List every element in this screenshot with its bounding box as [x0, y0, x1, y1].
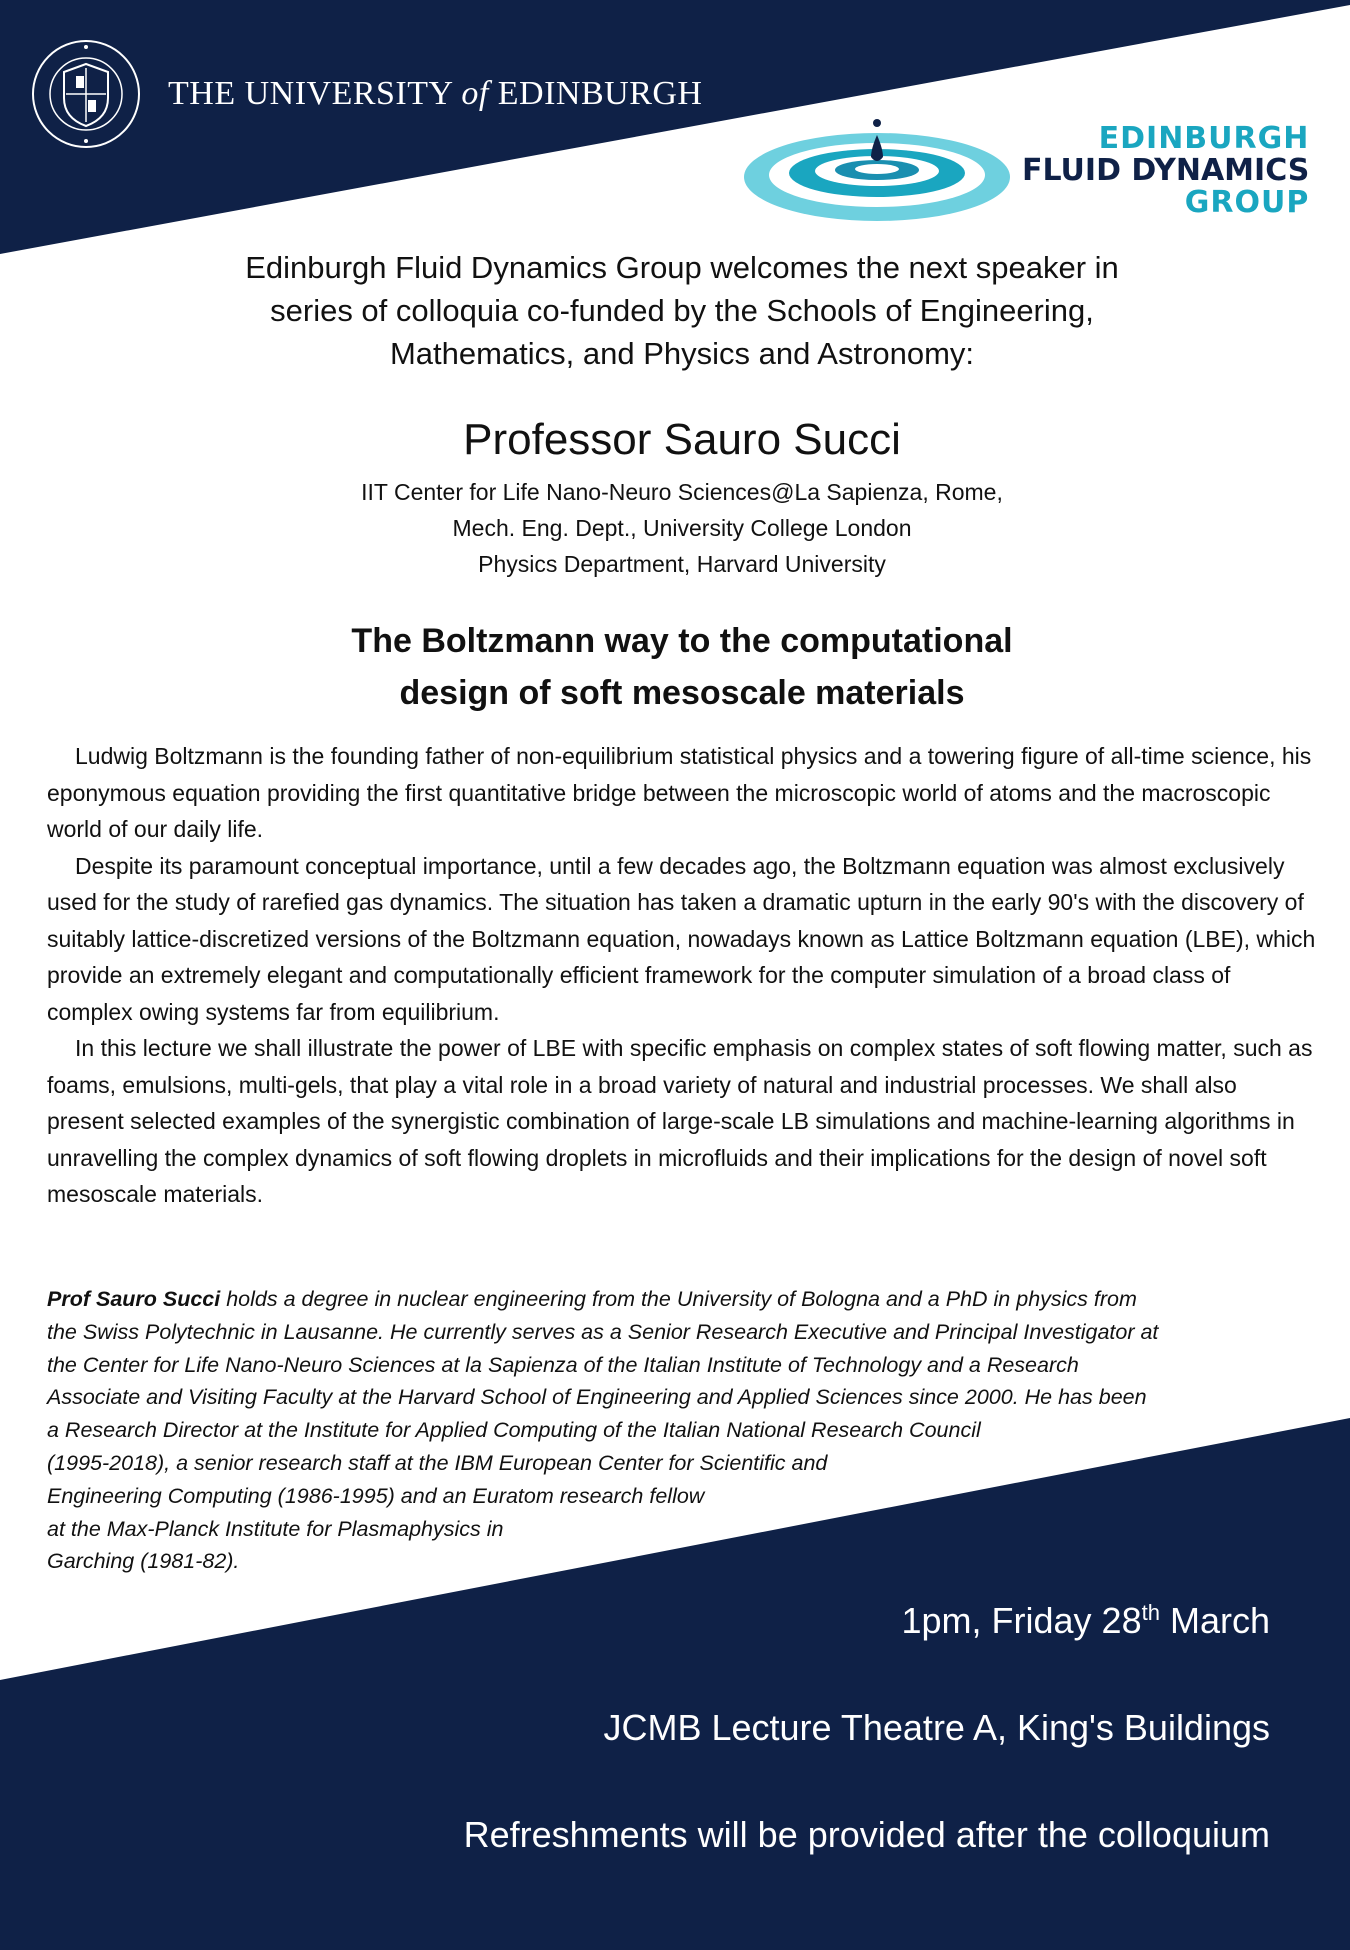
- affiliation-line: IIT Center for Life Nano-Neuro Sciences@La Sapienza, Rome,: [361, 479, 1003, 505]
- university-name: THE UNIVERSITY of EDINBURGH: [168, 75, 703, 112]
- bio-name: Prof Sauro Succi: [47, 1287, 221, 1311]
- group-logo-line3: GROUP: [1184, 185, 1310, 220]
- university-crest-icon: [30, 38, 142, 150]
- group-logo: [742, 115, 1342, 235]
- event-venue: JCMB Lecture Theatre A, King's Buildings: [603, 1707, 1270, 1748]
- water-ripple-icon: [742, 115, 1012, 227]
- university-header: [30, 38, 702, 150]
- group-logo-line2: FLUID DYNAMICS: [1022, 153, 1310, 188]
- intro-text: Edinburgh Fluid Dynamics Group welcomes the next speaker in series of colloquia co-funded by the Schools of Engineering, Mathematics, and Physics and Astronomy:: [245, 250, 1119, 371]
- speaker-bio: Prof Sauro Succi holds a degree in nuclear engineering from the University of Bologna and a PhD in physics from the Swiss Polytechnic in Lausanne. He currently serves as a Senior Research Executive and Principal Investigator at the Center for Life Nano-Neuro Sciences at la Sapienza of the Italian Institute of Technology and a Research Associate and Visiting Faculty at the Harvard School of Engineering and Applied Sciences since 2000. He has been a Research Director at the Institute for Applied Computing of the Italian National Research Council (1995-2018), a senior research staff at the IBM European Center for Scientific and Engineering Computing (1986-1995) and an Euratom research fellow at the Max-Planck Institute for Plasmaphysics in Garching (1981-82).: [47, 1287, 1159, 1574]
- abstract-paragraph: In this lecture we shall illustrate the power of LBE with specific emphasis on complex states of soft flowing matter, such as foams, emulsions, multi-gels, that play a vital role in a broad variety of natural and industrial processes. We shall also present selected examples of the synergistic combination of large-scale LB simulations and machine-learning algorithms in unravelling the complex dynamics of soft flowing droplets in microfluids and their implications for the design of novel soft mesoscale materials.: [47, 1035, 1313, 1207]
- group-name: Edinburgh Fluid Dynamics Group: [245, 250, 702, 285]
- speaker-name: Professor Sauro Succi: [463, 415, 901, 464]
- speaker-affiliations: [47, 474, 1317, 582]
- abstract-paragraph: Despite its paramount conceptual importance, until a few decades ago, the Boltzmann equation was almost exclusively used for the study of rarefied gas dynamics. The situation has taken a dramatic upturn in the early 90's with the discovery of suitably lattice-discretized versions of the Boltzmann equation, nowadays known as Lattice Boltzmann equation (LBE), which provide an extremely elegant and computationally efficient framework for the computer simulation of a broad class of complex owing systems far from equilibrium.: [47, 852, 1316, 1025]
- event-time: 1pm, Friday 28th March: [901, 1600, 1270, 1641]
- event-refreshments: Refreshments will be provided after the colloquium: [463, 1814, 1270, 1855]
- abstract: [47, 738, 1317, 1213]
- talk-title: The Boltzmann way to the computational design of soft mesoscale materials: [351, 622, 1013, 712]
- group-logo-text: [1022, 123, 1309, 219]
- affiliation-line: Physics Department, Harvard University: [478, 551, 886, 577]
- affiliation-line: Mech. Eng. Dept., University College London: [452, 515, 912, 541]
- group-logo-line1: EDINBURGH: [1098, 121, 1310, 156]
- abstract-paragraph: Ludwig Boltzmann is the founding father of non-equilibrium statistical physics and a towering figure of all-time science, his eponymous equation providing the first quantitative bridge between the microscopic world of atoms and the macroscopic world of our daily life.: [47, 743, 1312, 842]
